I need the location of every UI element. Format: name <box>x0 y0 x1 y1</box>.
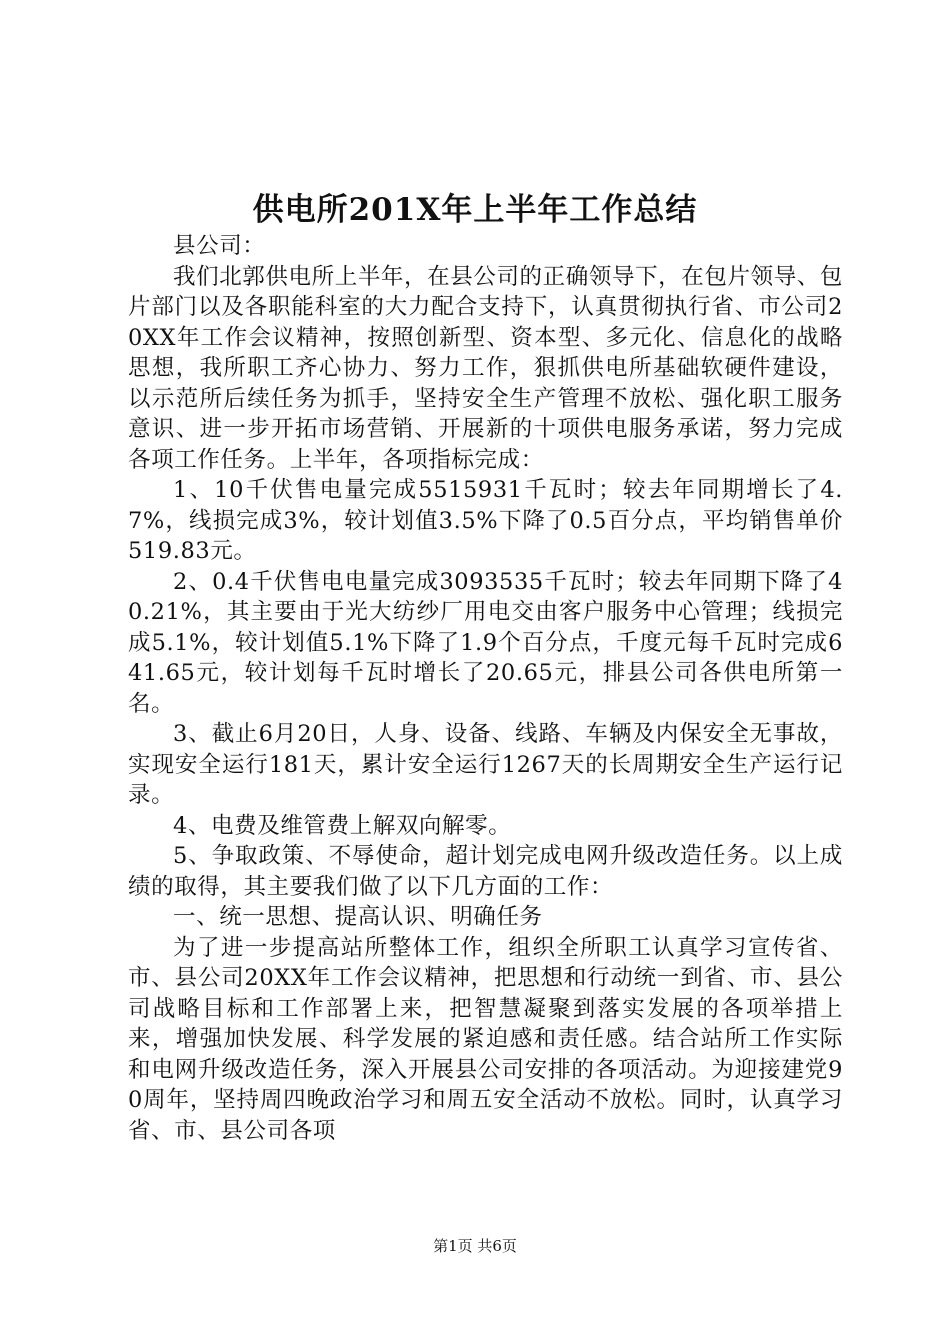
salutation: 县公司： <box>173 233 266 259</box>
document-body <box>128 231 843 1146</box>
paragraph-item-1: 1、10千伏售电量完成5515931千瓦时；较去年同期增长了4.7%，线损完成3%，较计划值3.5%下降了0.5百分点，平均销售单价519.83元。 <box>128 477 843 564</box>
paragraph-item-5: 5、争取政策、不辱使命，超计划完成电网升级改造任务。以上成绩的取得，其主要我们做了以下几方面的工作： <box>128 843 843 900</box>
paragraph-item-3: 3、截止6月20日，人身、设备、线路、车辆及内保安全无事故，实现安全运行181天，累计安全运行1267天的长周期安全生产运行记录。 <box>128 721 843 808</box>
paragraph-item-4: 4、电费及维管费上解双向解零。 <box>173 812 512 839</box>
document-title: 供电所201X年上半年工作总结 <box>252 192 698 228</box>
paragraph-intro: 我们北郭供电所上半年，在县公司的正确领导下，在包片领导、包片部门以及各职能科室的大力配合支持下，认真贯彻执行省、市公司20XX年工作会议精神，按照创新型、资本型、多元化、信息化的战略思想，我所职工齐心协力、努力工作，狠抓供电所基础软硬件建设，以示范所后续任务为抓手，坚持安全生产管理不放松、强化职工服务意识、进一步开拓市场营销、开展新的十项供电服务承诺，努力完成各项工作任务。上半年，各项指标完成： <box>128 263 843 473</box>
page-number-footer: 第1页 共6页 <box>433 1237 517 1255</box>
section-heading-1: 一、统一思想、提高认识、明确任务 <box>173 904 543 930</box>
paragraph-section-1: 为了进一步提高站所整体工作，组织全所职工认真学习宣传省、市、县公司20XX年工作会议精神，把思想和行动统一到省、市、县公司战略目标和工作部署上来，把智慧凝聚到落实发展的各项举措上来，增强加快发展、科学发展的紧迫感和责任感。结合站所工作实际和电网升级改造任务，深入开展县公司安排的各项活动。为迎接建党90周年，坚持周四晚政治学习和周五安全活动不放松。同时，认真学习省、市、县公司各项 <box>128 934 843 1144</box>
paragraph-item-2: 2、0.4千伏售电电量完成3093535千瓦时；较去年同期下降了40.21%，其主要由于光大纺纱厂用电交由客户服务中心管理；线损完成5.1%，较计划值5.1%下降了1.9个百分点，千度元每千瓦时完成641.65元，较计划每千瓦时增长了20.65元，排县公司各供电所第一名。 <box>128 568 843 717</box>
